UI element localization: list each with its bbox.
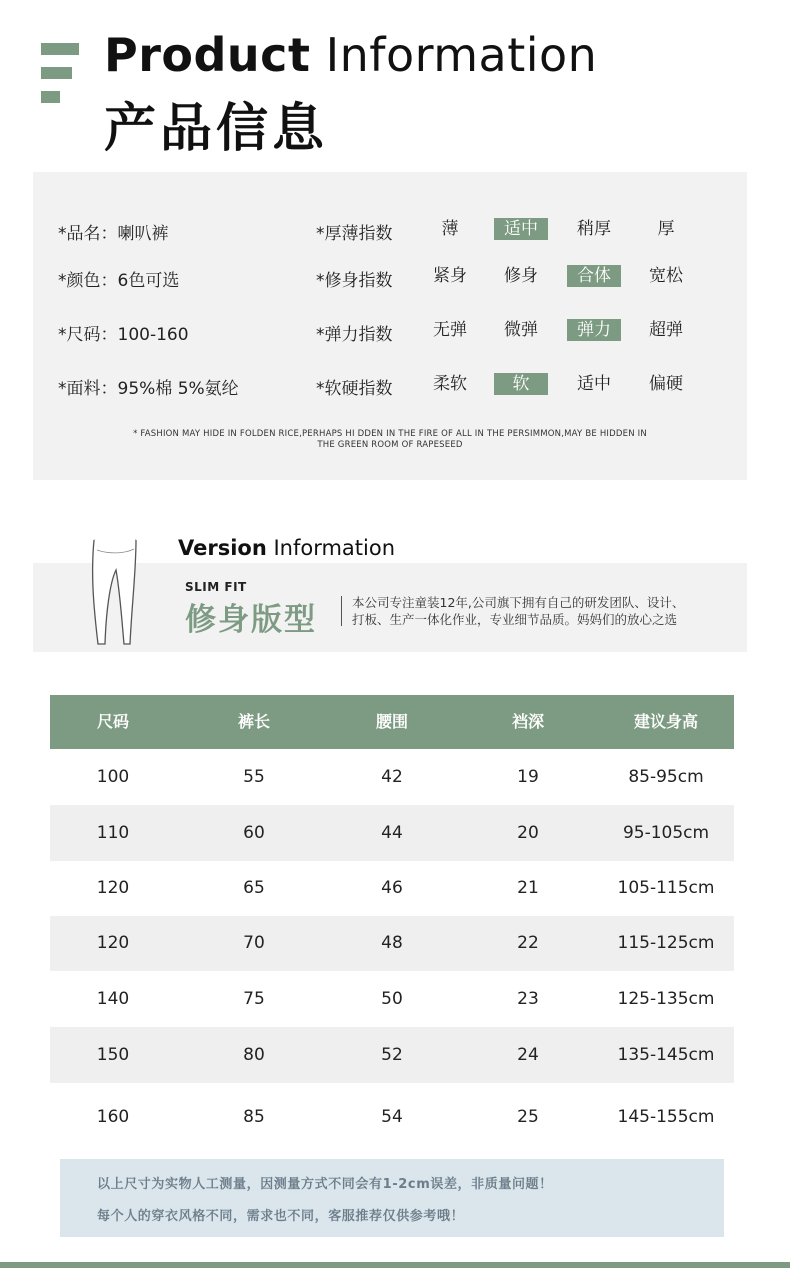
table-cell: 95-105cm xyxy=(622,823,710,843)
table-cell: 150 xyxy=(96,1045,130,1065)
table-cell: 22 xyxy=(517,933,539,953)
table-row xyxy=(50,971,734,1027)
pants-silhouette-icon xyxy=(86,532,146,652)
table-cell: 120 xyxy=(96,933,130,953)
fashion-note-line-1: * FASHION MAY HIDE IN FOLDEN RICE,PERHAPS HI DDEN IN THE FIRE OF ALL IN THE PERSIMMON,MAY BE HIDDEN IN xyxy=(133,429,647,439)
product-info-panel xyxy=(33,172,747,480)
table-cell: 140 xyxy=(96,989,130,1009)
fashion-note-line-2: THE GREEN ROOM OF RAPESEED xyxy=(317,440,463,450)
table-cell: 46 xyxy=(381,878,403,898)
table-cell: 145-155cm xyxy=(617,1107,715,1127)
index-label: *弹力指数 xyxy=(316,325,393,345)
page-title-en-light: Information xyxy=(325,28,598,82)
version-description-line-2: 打板、生产一体化作业，专业细节品质。妈妈们的放心之选 xyxy=(352,612,678,627)
index-option: 偏硬 xyxy=(649,374,683,394)
title-decoration-bar-2 xyxy=(41,67,72,79)
measurement-footnote xyxy=(60,1159,724,1237)
table-row xyxy=(50,749,734,805)
table-cell: 60 xyxy=(243,823,265,843)
version-title-light: Information xyxy=(273,536,396,560)
table-cell: 24 xyxy=(517,1045,539,1065)
title-decoration-bar-1 xyxy=(41,43,79,55)
table-cell: 48 xyxy=(381,933,403,953)
footnote-line-2: 每个人的穿衣风格不同，需求也不同，客服推荐仅供参考哦！ xyxy=(97,1209,465,1224)
table-header-cell: 建议身高 xyxy=(633,712,698,731)
table-row xyxy=(50,805,734,861)
table-cell: 75 xyxy=(243,989,265,1009)
index-option: 无弹 xyxy=(433,320,467,340)
attribute-fabric: *面料：95%棉 5%氨纶 xyxy=(58,379,239,399)
table-header-cell: 裆深 xyxy=(511,712,544,731)
table-cell: 110 xyxy=(96,823,130,843)
table-header-cell: 腰围 xyxy=(375,712,408,731)
footnote-line-1: 以上尺寸为实物人工测量，因测量方式不同会有1-2cm误差，非质量问题！ xyxy=(97,1177,553,1192)
table-header-cell: 尺码 xyxy=(96,712,129,731)
index-option: 薄 xyxy=(441,219,459,239)
table-cell: 85 xyxy=(243,1107,265,1127)
table-cell: 85-95cm xyxy=(628,767,704,787)
table-cell: 20 xyxy=(517,823,539,843)
table-cell: 70 xyxy=(243,933,265,953)
table-cell: 105-115cm xyxy=(617,878,715,898)
table-cell: 125-135cm xyxy=(617,989,715,1009)
version-title xyxy=(178,536,395,560)
index-option-selected: 软 xyxy=(494,373,548,395)
table-cell: 80 xyxy=(243,1045,265,1065)
attribute-name: *品名：喇叭裤 xyxy=(58,224,169,244)
version-title-bold: Version xyxy=(178,536,267,560)
table-cell: 135-145cm xyxy=(617,1045,715,1065)
index-option: 稍厚 xyxy=(577,219,611,239)
table-cell: 55 xyxy=(243,767,265,787)
page-title-en-bold: Product xyxy=(104,28,311,82)
table-header-row xyxy=(50,695,734,749)
fit-label-en: SLIM FIT xyxy=(185,580,247,594)
title-decoration-bar-3 xyxy=(41,91,60,103)
fit-label-cn: 修身版型 xyxy=(185,602,317,638)
page-title-en xyxy=(104,28,597,82)
table-row xyxy=(50,1027,734,1083)
table-header-cell: 裤长 xyxy=(237,712,270,731)
index-option: 超弹 xyxy=(649,320,683,340)
bottom-accent-line xyxy=(0,1262,790,1268)
table-cell: 52 xyxy=(381,1045,403,1065)
table-row xyxy=(50,916,734,971)
index-option: 宽松 xyxy=(649,266,683,286)
table-cell: 120 xyxy=(96,878,130,898)
table-cell: 25 xyxy=(517,1107,539,1127)
table-row xyxy=(50,1083,734,1151)
index-option-selected: 合体 xyxy=(567,265,621,287)
index-option: 适中 xyxy=(577,374,611,394)
attribute-size: *尺码：100-160 xyxy=(58,325,189,345)
index-label: *软硬指数 xyxy=(316,379,393,399)
table-cell: 115-125cm xyxy=(617,933,715,953)
index-option-selected: 弹力 xyxy=(567,319,621,341)
table-cell: 160 xyxy=(96,1107,130,1127)
table-cell: 23 xyxy=(517,989,539,1009)
table-cell: 100 xyxy=(96,767,130,787)
version-description-line-1: 本公司专注童装12年,公司旗下拥有自己的研发团队、设计、 xyxy=(352,595,685,610)
version-description xyxy=(352,594,684,628)
table-cell: 44 xyxy=(381,823,403,843)
index-label: *厚薄指数 xyxy=(316,224,393,244)
fashion-note xyxy=(33,429,747,451)
table-cell: 42 xyxy=(381,767,403,787)
index-option: 修身 xyxy=(504,266,538,286)
table-cell: 54 xyxy=(381,1107,403,1127)
index-option: 紧身 xyxy=(433,266,467,286)
table-cell: 50 xyxy=(381,989,403,1009)
table-row xyxy=(50,861,734,916)
table-cell: 19 xyxy=(517,767,539,787)
index-option: 厚 xyxy=(657,219,675,239)
index-option: 柔软 xyxy=(433,374,467,394)
index-option: 微弹 xyxy=(504,320,538,340)
page-title-cn: 产品信息 xyxy=(104,99,329,159)
index-label: *修身指数 xyxy=(316,271,393,291)
table-cell: 21 xyxy=(517,878,539,898)
index-option-selected: 适中 xyxy=(494,218,548,240)
table-cell: 65 xyxy=(243,878,265,898)
version-divider xyxy=(341,596,342,626)
attribute-color: *颜色：6色可选 xyxy=(58,271,180,291)
